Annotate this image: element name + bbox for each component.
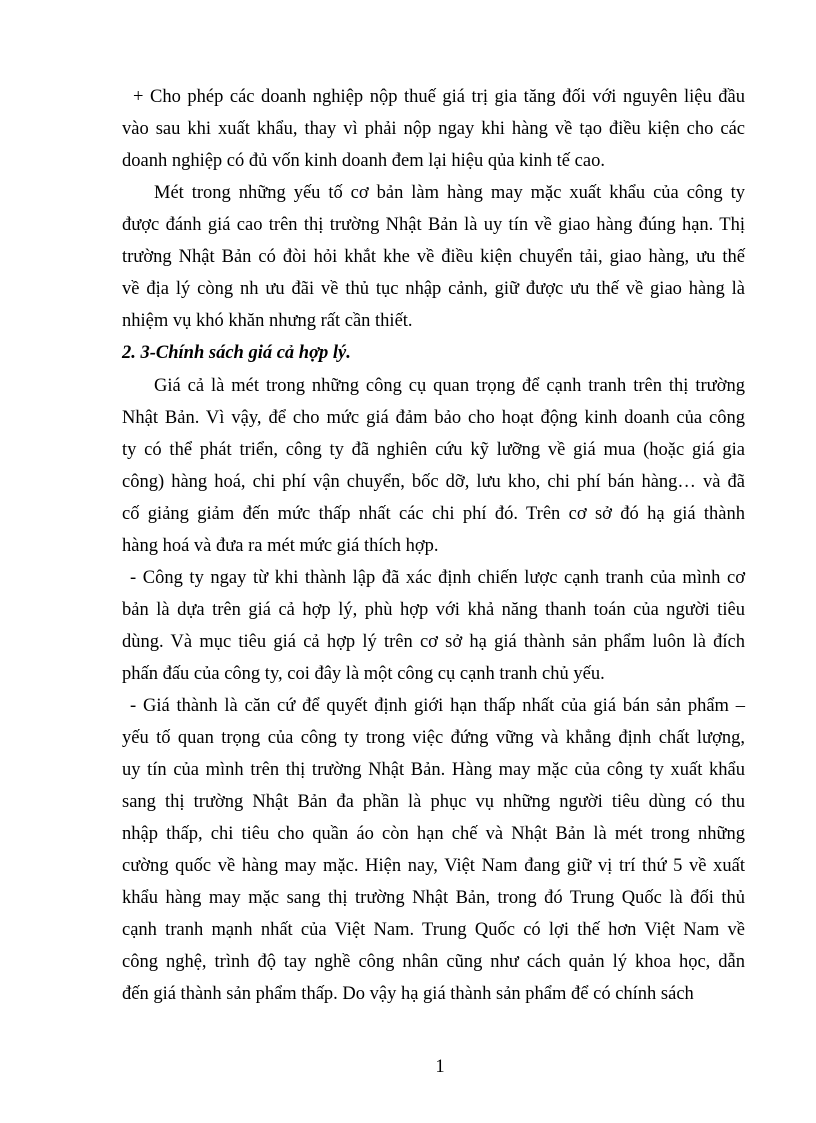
- text-line: cạnh tranh mạnh nhất của Việt Nam. Trung Quốc có lợi thế hơn Việt Nam về: [122, 920, 745, 940]
- text-line: vào sau khi xuất khẩu, thay vì phải nộp ngay khi hàng về tạo điều kiện cho các: [122, 119, 745, 139]
- text-line: + Cho phép các doanh nghiệp nộp thuế giá trị gia tăng đối với nguyên liệu đầu: [133, 87, 745, 107]
- text-line: được đánh giá cao trên thị trường Nhật Bản là uy tín về giao hàng đúng hạn. Thị: [122, 215, 745, 235]
- text-line: yếu tố quan trọng của công ty trong việc đứng vững và khẳng định chất lượng,: [122, 728, 745, 748]
- text-line: cố giảng giảm đến mức thấp nhất các chi phí đó. Trên cơ sở đó hạ giá thành: [122, 504, 745, 524]
- text-line: ty có thể phát triển, công ty đã nghiên cứu kỹ lưỡng về giá mua (hoặc giá gia: [122, 440, 745, 460]
- text-line: Mét trong những yếu tố cơ bản làm hàng may mặc xuất khẩu của công ty: [154, 183, 745, 203]
- text-line: cường quốc về hàng may mặc. Hiện nay, Việt Nam đang giữ vị trí thứ 5 về xuất: [122, 856, 745, 876]
- text-line: về địa lý còng nh ưu đãi về thủ tục nhập cảnh, giữ được ưu thế về giao hàng là: [122, 279, 745, 299]
- text-line: phấn đấu của công ty, coi đây là một công cụ cạnh tranh chủ yếu.: [122, 664, 605, 684]
- text-line: trường Nhật Bản có đòi hỏi khắt khe về điều kiện chuyển tải, giao hàng, ưu thế: [122, 247, 745, 267]
- text-line: đến giá thành sản phẩm thấp. Do vậy hạ giá thành sản phẩm để có chính sách: [122, 984, 694, 1004]
- text-line: dùng. Và mục tiêu giá cả hợp lý trên cơ sở hạ giá thành sản phẩm luôn là đích: [122, 632, 745, 652]
- text-line: Nhật Bản. Vì vậy, để cho mức giá đảm bảo cho hoạt động kinh doanh của công: [122, 408, 745, 428]
- text-line: bản là dựa trên giá cả hợp lý, phù hợp với khả năng thanh toán của người tiêu: [122, 600, 745, 620]
- text-line: - Giá thành là căn cứ để quyết định giới hạn thấp nhất của giá bán sản phẩm –: [130, 696, 745, 716]
- text-line: nhiệm vụ khó khăn nhưng rất cần thiết.: [122, 311, 413, 331]
- text-line: doanh nghiệp có đủ vốn kinh doanh đem lại hiệu qủa kinh tế cao.: [122, 151, 605, 171]
- text-line: công) hàng hoá, chi phí vận chuyển, bốc dỡ, lưu kho, chi phí bán hàng… và đã: [122, 472, 745, 492]
- text-line: nhập thấp, chi tiêu cho quần áo còn hạn chế và Nhật Bản là mét trong những: [122, 824, 745, 844]
- text-line: - Công ty ngay từ khi thành lập đã xác định chiến lược cạnh tranh của mình cơ: [130, 568, 745, 588]
- text-line: uy tín của mình trên thị trường Nhật Bản. Hàng may mặc của công ty xuất khẩu: [122, 760, 745, 780]
- section-heading: 2. 3-Chính sách giá cả hợp lý.: [122, 343, 351, 363]
- text-line: công nghệ, trình độ tay nghề công nhân cũng như cách quản lý khoa học, dẫn: [122, 952, 745, 972]
- page-number: 1: [435, 1057, 445, 1077]
- text-line: Giá cả là mét trong những công cụ quan trọng để cạnh tranh trên thị trường: [154, 376, 745, 396]
- text-line: khẩu hàng may mặc sang thị trường Nhật Bản, trong đó Trung Quốc là đối thủ: [122, 888, 745, 908]
- text-line: sang thị trường Nhật Bản đa phần là phục vụ những người tiêu dùng có thu: [122, 792, 745, 812]
- text-line: hàng hoá và đưa ra mét mức giá thích hợp.: [122, 536, 439, 556]
